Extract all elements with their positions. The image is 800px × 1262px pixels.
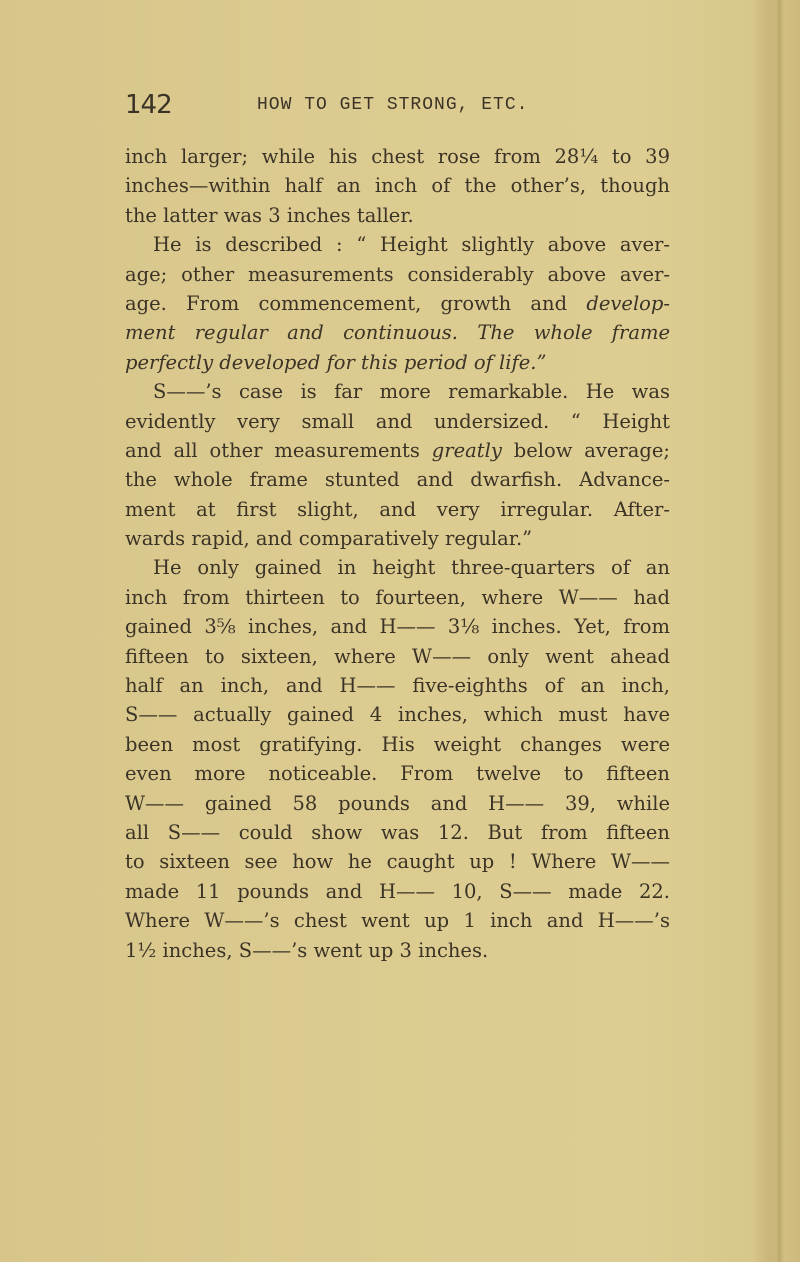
text-line: made 11 pounds and H—— 10, S—— made 22. bbox=[125, 879, 670, 903]
text-line: S——’s case is far more remarkable. He was bbox=[153, 380, 670, 404]
text-line: gained 3⅝ inches, and H—— 3⅛ inches. Yet, from bbox=[125, 615, 670, 639]
text-line: age. From commencement, growth and develop- bbox=[125, 291, 670, 315]
text-line: inch from thirteen to fourteen, where W—— had bbox=[125, 585, 670, 609]
text-line: ment at first slight, and very irregular. After- bbox=[125, 497, 670, 521]
text-line: Where W——’s chest went up 1 inch and H——’s bbox=[125, 909, 670, 933]
text-line-italic: perfectly developed for this period of life.” bbox=[125, 350, 547, 374]
text-line-italic: ment regular and continuous. The whole frame bbox=[125, 321, 670, 345]
text-line: He is described : “ Height slightly above aver- bbox=[153, 233, 670, 257]
text-line: to sixteen see how he caught up ! Where W—— bbox=[125, 850, 670, 874]
text-line: inch larger; while his chest rose from 28¼ to 39 bbox=[125, 145, 670, 168]
page-number: 142 bbox=[125, 90, 172, 120]
text-line: half an inch, and H—— five-eighths of an inch, bbox=[125, 674, 670, 698]
text-line: the whole frame stunted and dwarfish. Advance- bbox=[125, 468, 670, 492]
text-line: wards rapid, and comparatively regular.” bbox=[125, 527, 533, 551]
running-title: HOW TO GET STRONG, ETC. bbox=[257, 95, 529, 115]
italic-emphasis: greatly bbox=[431, 438, 502, 462]
italic-emphasis: develop- bbox=[586, 291, 670, 315]
text-line: all S—— could show was 12. But from fifteen bbox=[125, 820, 670, 844]
text-line: evidently very small and undersized. “ Height bbox=[125, 409, 670, 433]
text-line: fifteen to sixteen, where W—— only went ahead bbox=[125, 644, 670, 668]
page-header bbox=[125, 90, 670, 130]
text-line: W—— gained 58 pounds and H—— 39, while bbox=[125, 791, 670, 815]
text-line: even more noticeable. From twelve to fifteen bbox=[125, 762, 670, 786]
text-line: 1½ inches, S——’s went up 3 inches. bbox=[125, 938, 489, 962]
text-line: He only gained in height three-quarters of an bbox=[153, 556, 670, 580]
text-line: S—— actually gained 4 inches, which must have bbox=[125, 703, 670, 727]
text-line: inches—within half an inch of the other’s, though bbox=[125, 174, 670, 198]
text-line: the latter was 3 inches taller. bbox=[125, 203, 414, 227]
text-line: and all other measurements greatly below average; bbox=[125, 438, 671, 462]
text-line: been most gratifying. His weight changes were bbox=[125, 732, 670, 756]
body-text bbox=[125, 142, 670, 965]
page-edge-shadow bbox=[778, 0, 800, 1262]
text-line: age; other measurements considerably above aver- bbox=[125, 262, 670, 286]
